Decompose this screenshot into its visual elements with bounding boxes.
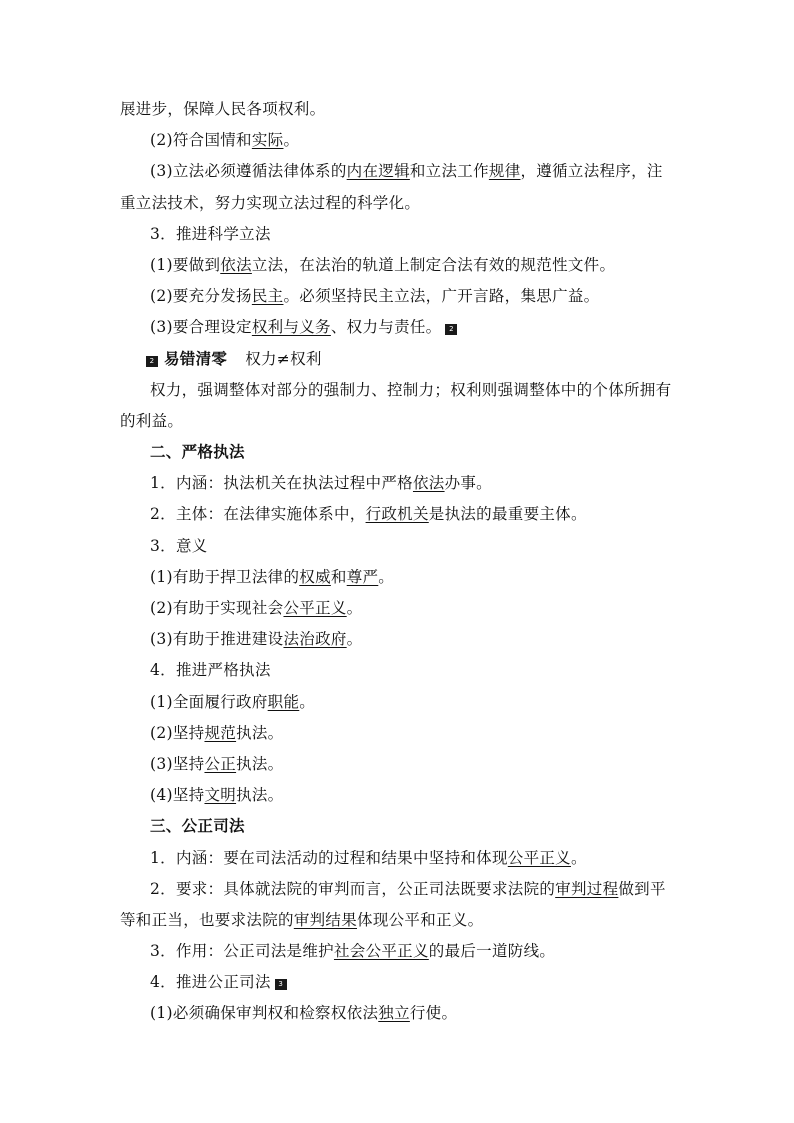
text: 。 [570, 848, 587, 867]
text: 执法。 [236, 754, 284, 773]
text: ，遵循立法程序，注 [520, 162, 663, 181]
text: (2)符合国情和 [150, 131, 252, 150]
text: 。 [283, 131, 300, 150]
section-heading [120, 655, 680, 686]
text: 等和正当，也要求法院的 [120, 910, 294, 929]
text: (1)要做到 [150, 255, 221, 274]
text: 。 [346, 599, 363, 617]
underlined-term: 行政机关 [365, 505, 429, 524]
text: 执法。 [236, 786, 284, 805]
text-line [120, 936, 680, 967]
text: (3)立法必须遵循法律体系的 [150, 162, 347, 181]
text: (3)坚持 [150, 754, 205, 773]
text-line [120, 406, 680, 437]
text: 体现公平和正义。 [357, 910, 484, 929]
section-heading [120, 967, 680, 998]
underlined-term: 权利与义务 [251, 318, 331, 337]
text-line [120, 624, 680, 655]
text-line [120, 125, 680, 156]
underlined-term: 独立 [378, 1004, 410, 1023]
text-line [120, 843, 680, 874]
text-line [120, 156, 680, 187]
underlined-term: 审判结果 [293, 910, 358, 929]
section-heading [120, 531, 680, 562]
text-line [120, 94, 680, 125]
text: 权力，强调整体对部分的强制力、控制力；权利则强调整体中的个体所拥有 [150, 380, 672, 399]
section-heading [120, 437, 680, 468]
text: 1．内涵：要在司法活动的过程和结果中坚持和体现 [150, 848, 508, 867]
text-line [120, 718, 680, 749]
tip-title: 权力≠权利 [245, 349, 322, 368]
text-line [120, 749, 680, 780]
text: 行使。 [409, 1004, 458, 1023]
text: (1)全面履行政府 [150, 692, 268, 711]
text: (2)坚持 [150, 723, 205, 742]
text: 二、严格执法 [150, 443, 245, 462]
underlined-term: 法治政府 [283, 630, 347, 649]
text: (3)有助于推进建设 [150, 630, 284, 649]
underlined-term: 审判过程 [555, 879, 619, 898]
underlined-term: 社会公平正义 [333, 942, 429, 961]
underlined-term: 公平正义 [507, 848, 571, 867]
text: (2)有助于实现社会 [150, 599, 284, 617]
text: 4．推进公正司法 [150, 973, 271, 992]
text-line [120, 687, 680, 718]
text: 是执法的最重要主体。 [428, 505, 587, 524]
text-line [120, 780, 680, 811]
text: 1．内涵：执法机关在执法过程中严格 [150, 474, 413, 493]
text: 重立法技术，努力实现立法过程的科学化。 [120, 193, 421, 212]
text: 。必须坚持民主立法，广开言路，集思广益。 [283, 287, 600, 306]
text: (1)必须确保审判权和检察权依法 [150, 1004, 379, 1023]
text: 。 [346, 630, 363, 649]
text: 立法，在法治的轨道上制定合法有效的规范性文件。 [251, 255, 616, 274]
text-line [120, 312, 680, 343]
text: 。 [299, 692, 316, 711]
note-marker-icon[interactable]: 2 [445, 324, 457, 335]
text: 展进步，保障人民各项权利。 [120, 100, 326, 118]
underlined-term: 公正 [204, 754, 237, 773]
section-heading [120, 811, 680, 842]
text: 3．推进科学立法 [150, 224, 271, 243]
text-line [120, 281, 680, 312]
text: (3)要合理设定 [150, 318, 252, 337]
text-line [120, 188, 680, 219]
tip-label: 易错清零 [164, 349, 228, 368]
text: 和 [330, 567, 347, 586]
text-line [120, 874, 680, 905]
text: 三、公正司法 [150, 817, 245, 836]
text: 执法。 [236, 723, 284, 742]
underlined-term: 民主 [251, 287, 284, 306]
underlined-term: 尊严 [346, 567, 379, 586]
underlined-term: 规范 [204, 723, 237, 742]
text: (4)坚持 [150, 786, 205, 805]
text: 的最后一道防线。 [428, 942, 556, 961]
text-line [120, 562, 680, 593]
text-line [120, 905, 680, 936]
text-line [120, 998, 680, 1029]
underlined-term: 公平正义 [283, 599, 347, 617]
text: 和立法工作 [409, 162, 489, 181]
text: 。 [378, 567, 395, 586]
text-line [120, 250, 680, 281]
text-line [120, 593, 680, 624]
text-line [120, 499, 680, 530]
note-marker-icon[interactable]: 3 [275, 979, 287, 990]
text: 办事。 [444, 474, 492, 493]
text: 3．作用：公正司法是维护 [150, 942, 334, 961]
text: 做到平 [618, 879, 666, 898]
underlined-term: 依法 [220, 255, 252, 274]
underlined-term: 实际 [251, 131, 284, 150]
underlined-term: 文明 [204, 786, 237, 805]
text: (1)有助于捍卫法律的 [150, 567, 300, 586]
section-heading [120, 219, 680, 250]
text-line [120, 468, 680, 499]
document-body [120, 94, 680, 1030]
tip-marker-icon: 2 [146, 356, 158, 367]
tip-heading [120, 344, 680, 375]
underlined-term: 依法 [412, 474, 445, 493]
text: 4．推进严格执法 [150, 661, 271, 680]
underlined-term: 内在逻辑 [346, 162, 410, 181]
text-line [120, 375, 680, 406]
text: 、权力与责任。 [330, 318, 442, 337]
underlined-term: 规律 [488, 162, 521, 181]
text: 2．要求：具体就法院的审判而言，公正司法既要求法院的 [150, 879, 556, 898]
text: (2)要充分发扬 [150, 287, 252, 306]
text: 3．意义 [150, 536, 208, 555]
underlined-term: 权威 [299, 567, 331, 586]
text: 的利益。 [120, 411, 184, 430]
text: 2．主体：在法律实施体系中， [150, 505, 366, 524]
underlined-term: 职能 [267, 692, 300, 711]
